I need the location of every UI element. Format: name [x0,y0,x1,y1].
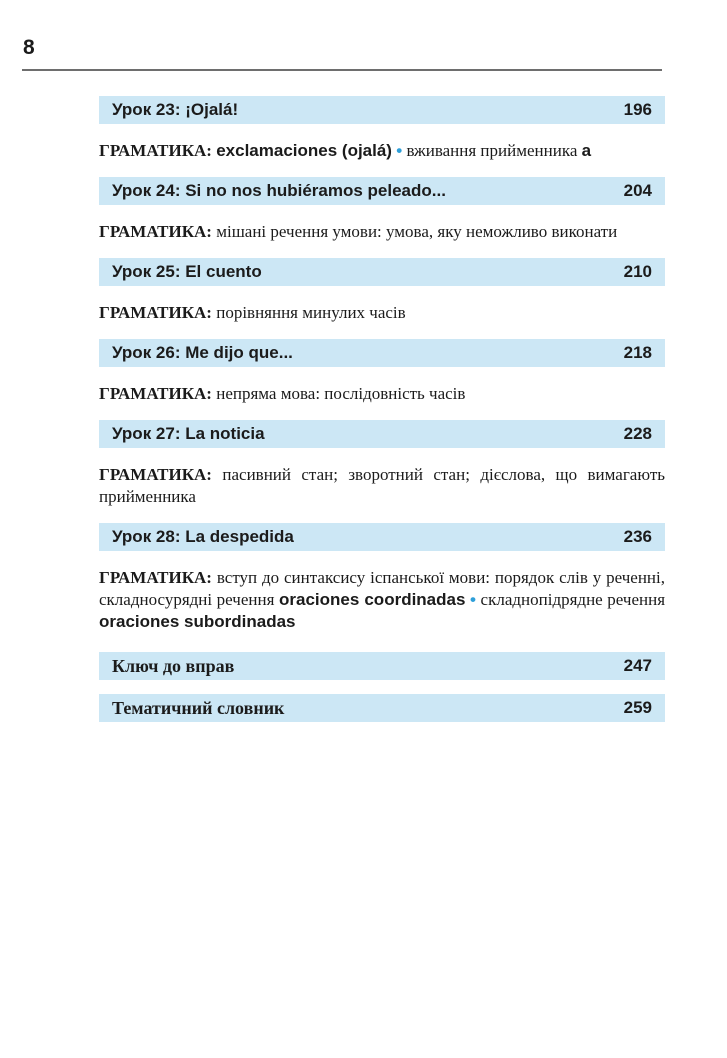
grammar-segment: oraciones subordinadas [99,612,296,631]
lesson-title: Урок 26: Me dijo que... [112,343,293,362]
grammar-heading: ГРАМАТИКА: [99,465,212,484]
toc-row-lesson-25 [99,258,665,286]
grammar-heading: ГРАМАТИКА: [99,303,212,322]
grammar-heading: ГРАМАТИКА: [99,568,212,587]
grammar-heading: ГРАМАТИКА: [99,141,212,160]
grammar-heading: ГРАМАТИКА: [99,384,212,403]
lesson-page-number: 218 [623,343,652,362]
lesson-title: Урок 25: El cuento [112,262,262,281]
section-page-number: 259 [623,698,652,717]
toc-row-lesson-23 [99,96,665,124]
grammar-note [99,140,665,162]
lesson-title: Урок 24: Si no nos hubiéramos peleado... [112,181,446,200]
grammar-segment: oraciones coordinadas [279,590,466,609]
toc-row-lesson-27 [99,420,665,448]
lesson-title: Урок 23: ¡Ojalá! [112,100,239,119]
lesson-title: Урок 27: La noticia [112,424,265,443]
grammar-segment: мішані речення умови: умова, яку неможливо виконати [216,222,618,241]
grammar-note [99,302,665,324]
toc-row-lesson-24 [99,177,665,205]
bullet-separator: • [396,141,403,160]
grammar-segment: вступ до синтаксису іспанської мови: порядок слів у реченні, складносурядні речення [99,568,666,609]
lesson-title: Урок 28: La despedida [112,527,294,546]
grammar-heading: ГРАМАТИКА: [99,222,212,241]
table-of-contents [99,96,665,722]
grammar-note [99,464,665,508]
bullet-separator: • [470,590,476,609]
lesson-page-number: 236 [623,527,652,546]
section-title: Ключ до вправ [112,655,235,676]
grammar-segment: порівняння минулих часів [216,303,406,322]
toc-row-lesson-28 [99,523,665,551]
grammar-segment: непряма мова: послідовність часів [216,384,466,403]
grammar-segment: вживання прийменника [406,141,578,160]
lesson-page-number: 228 [623,424,652,443]
toc-row-answer-key [99,652,665,680]
grammar-segment: пасивний стан; зворотний стан; дієслова, що вимагають прийменника [99,465,665,506]
grammar-note [99,567,665,633]
lesson-page-number: 204 [623,181,652,200]
toc-row-thematic-dictionary [99,694,665,722]
header-rule [22,69,662,71]
lesson-page-number: 210 [623,262,652,281]
section-title: Тематичний словник [112,697,285,718]
grammar-segment: складнопідрядне речення [480,590,666,609]
section-page-number: 247 [623,656,652,675]
toc-row-lesson-26 [99,339,665,367]
grammar-note [99,221,665,243]
lesson-page-number: 196 [623,100,652,119]
grammar-segment: a [581,141,592,160]
grammar-note [99,383,665,405]
grammar-segment: exclamaciones (ojalá) [216,141,392,160]
page-number: 8 [23,36,35,59]
